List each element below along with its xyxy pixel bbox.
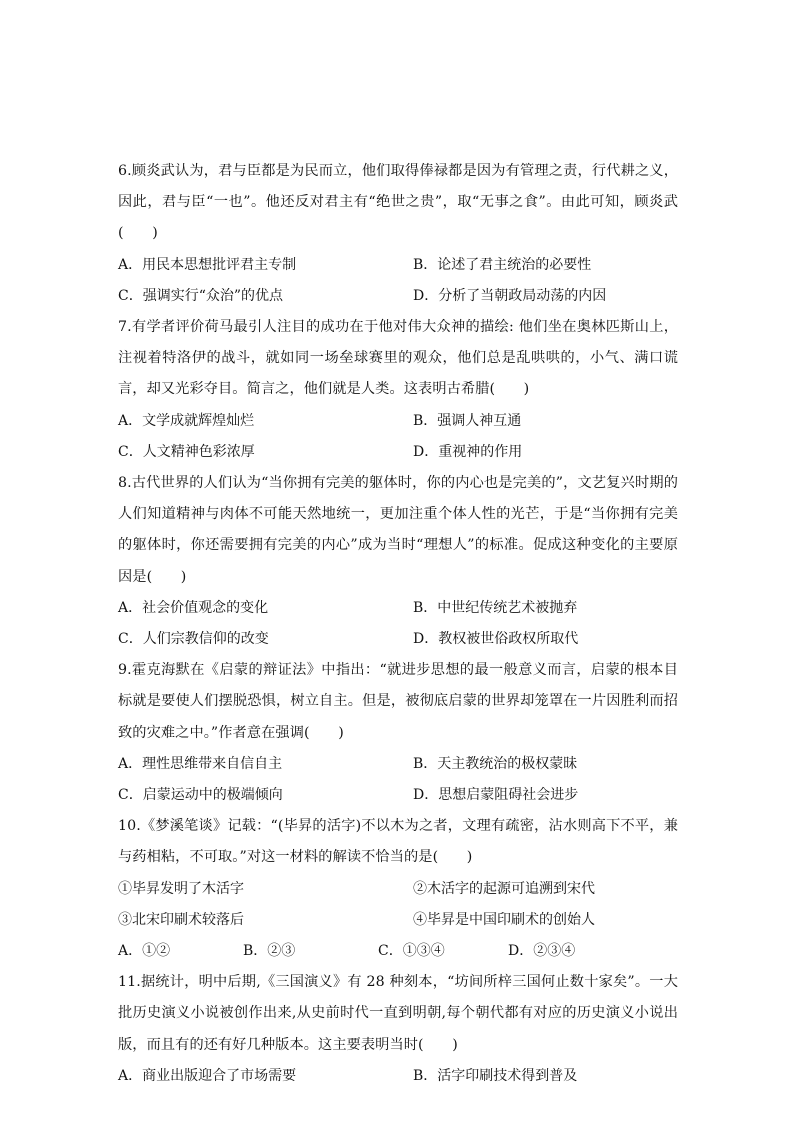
question-stem: 9.霍克海默在《启蒙的辩证法》中指出：“就进步思想的最一般意义而言，启蒙的根本目标就是要使人们摆脱恐惧，树立自主。但是，被彻底启蒙的世界却笼罩在一片因胜利而招致的灾难之中。”作者意在强调( ) [118, 662, 678, 741]
options-list [118, 406, 678, 468]
option-a[interactable]: A．社会价值观念的变化 [118, 599, 269, 616]
question-10 [118, 811, 678, 967]
option-c[interactable]: C．强调实行“众治”的优点 [118, 287, 284, 304]
question-stem: 8.古代世界的人们认为“当你拥有完美的躯体时，你的内心也是完美的”，文艺复兴时期的人们知道精神与肉体不可能天然地统一，更加注重个体人性的光芒，于是“当你拥有完美的躯体时，你还需要拥有完美的内心”成为当时“理想人”的标准。促成这种变化的主要原因是( ) [118, 475, 678, 585]
statements-list [118, 874, 678, 936]
option-a[interactable]: A．商业出版迎合了市场需要 [118, 1067, 297, 1084]
option-b[interactable]: B．强调人神互通 [413, 412, 522, 429]
question-stem: 10.《梦溪笔谈》记载：“(毕昇的活字)不以木为之者，文理有疏密，沾水则高下不平，兼与药相粘，不可取。”对这一材料的解读不恰当的是( ) [118, 818, 678, 866]
options-list [118, 593, 678, 655]
option-b[interactable]: B．活字印刷技术得到普及 [413, 1067, 578, 1084]
option-c[interactable]: C．人们宗教信仰的改变 [118, 631, 269, 648]
question-stem: 11.据统计，明中后期,《三国演义》有 28 种刻本，“坊间所梓三国何止数十家矣”。一大批历史演义小说被创作出来,从史前时代一直到明朝,每个朝代都有对应的历史演义小说出版，而且有的还有好几种版本。这主要表明当时( ) [118, 974, 678, 1053]
option-d[interactable]: D．②③④ [508, 943, 576, 960]
option-a[interactable]: A．①② [118, 943, 171, 960]
option-b[interactable]: B．天主教统治的极权蒙昧 [413, 755, 578, 772]
options-list [118, 749, 678, 811]
question-9 [118, 655, 678, 811]
statement-1: ①毕昇发明了木活字 [118, 880, 244, 897]
question-stem: 7.有学者评价荷马最引人注目的成功在于他对伟大众神的描绘: 他们坐在奥林匹斯山上，注视着特洛伊的战斗，就如同一场垒球赛里的观众，他们总是乱哄哄的，小气、满口谎言，却又光彩夺目。简言之，他们就是人类。这表明古希腊( ) [118, 319, 678, 398]
option-d[interactable]: D．思想启蒙阻碍社会进步 [413, 787, 579, 804]
options-list [118, 1061, 678, 1092]
option-d[interactable]: D．分析了当朝政局动荡的内因 [413, 287, 607, 304]
option-a[interactable]: A．文学成就辉煌灿烂 [118, 412, 255, 429]
option-c[interactable]: C．①③④ [378, 943, 445, 960]
question-7 [118, 312, 678, 468]
exam-questions [118, 156, 678, 1092]
question-11 [118, 967, 678, 1092]
option-b[interactable]: B．论述了君主统治的必要性 [413, 256, 592, 273]
statement-4: ④毕昇是中国印刷术的创始人 [413, 911, 595, 928]
option-a[interactable]: A．用民本思想批评君主专制 [118, 256, 297, 273]
option-c[interactable]: C．启蒙运动中的极端倾向 [118, 787, 283, 804]
option-d[interactable]: D．重视神的作用 [413, 443, 523, 460]
option-a[interactable]: A．理性思维带来自信自主 [118, 755, 283, 772]
question-8 [118, 468, 678, 655]
options-list [118, 250, 678, 312]
question-6 [118, 156, 678, 312]
option-b[interactable]: B．中世纪传统艺术被抛弃 [413, 599, 578, 616]
statement-2: ②木活字的起源可追溯到宋代 [413, 880, 595, 897]
option-d[interactable]: D．教权被世俗政权所取代 [413, 631, 579, 648]
question-stem: 6.顾炎武认为，君与臣都是为民而立，他们取得俸禄都是因为有管理之责，行代耕之义，因此，君与臣“一也”。他还反对君主有“绝世之贵”，取“无事之食”。由此可知，顾炎武( ) [118, 163, 678, 242]
options-list [118, 936, 678, 967]
statement-3: ③北宋印刷术较落后 [118, 911, 244, 928]
option-c[interactable]: C．人文精神色彩浓厚 [118, 443, 255, 460]
option-b[interactable]: B．②③ [243, 943, 296, 960]
